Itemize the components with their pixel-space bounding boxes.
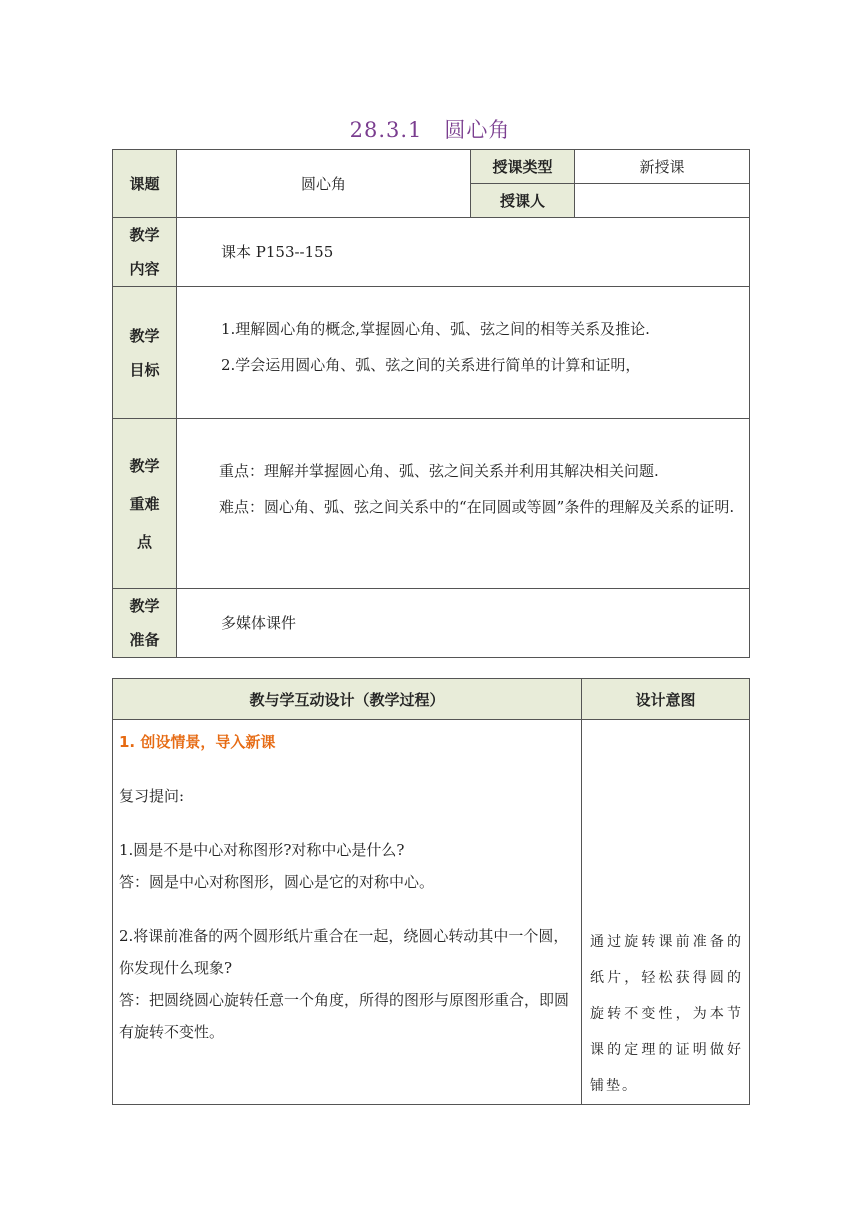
answer-1: 答：圆是中心对称图形，圆心是它的对称中心。 <box>119 873 435 891</box>
key-label-line-2: 重难 <box>129 494 160 513</box>
content-label-line-2: 内容 <box>129 260 160 278</box>
lesson-type-value: 新授课 <box>575 150 750 184</box>
teacher-label: 授课人 <box>471 184 575 218</box>
question-1: 1.圆是不是中心对称图形?对称中心是什么? <box>119 841 405 859</box>
key-difficult-label <box>113 419 177 589</box>
process-header: 教与学互动设计（教学过程） <box>113 679 582 720</box>
prep-label <box>113 589 177 658</box>
page-title: 28.3.1 圆心角 <box>349 118 511 142</box>
goal-content <box>177 287 750 419</box>
goal-item-2: 2.学会运用圆心角、弧、弦之间的关系进行简单的计算和证明， <box>221 356 641 374</box>
answer-2: 答：把圆绕圆心旋转任意一个角度，所得的图形与原图形重合，即圆有旋转不变性。 <box>119 991 570 1041</box>
key-difficult-content <box>177 419 750 589</box>
goal-item-1: 1.理解圆心角的概念,掌握圆心角、弧、弦之间的相等关系及推论. <box>221 320 650 338</box>
review-prompt: 复习提问: <box>119 787 185 805</box>
intent-header: 设计意图 <box>582 679 750 720</box>
difficult-point: 难点：圆心角、弧、弦之间关系中的“在同圆或等圆”条件的理解及关系的证明. <box>219 498 735 516</box>
lesson-type-label: 授课类型 <box>471 150 575 184</box>
goal-label-line-2: 目标 <box>129 360 160 379</box>
key-point: 重点：理解并掌握圆心角、弧、弦之间关系并利用其解决相关问题. <box>219 462 659 480</box>
prep-value: 多媒体课件 <box>177 589 750 658</box>
section-title: 1. 创设情景，导入新课 <box>119 733 276 751</box>
prep-label-line-1: 教学 <box>129 597 160 615</box>
goal-label-line-1: 教学 <box>129 326 160 345</box>
lesson-info-table <box>112 149 750 658</box>
prep-label-line-2: 准备 <box>129 631 160 649</box>
topic-value: 圆心角 <box>177 150 471 218</box>
question-2: 2.将课前准备的两个圆形纸片重合在一起，绕圆心转动其中一个圆，你发现什么现象? <box>119 927 569 977</box>
process-content <box>113 720 582 1105</box>
teacher-value <box>575 184 750 218</box>
design-intent: 通过旋转课前准备的纸片，轻松获得圆的旋转不变性，为本节课的定理的证明做好铺垫。 <box>582 720 750 1105</box>
content-label-line-1: 教学 <box>129 226 160 244</box>
topic-label: 课题 <box>113 150 177 218</box>
goal-label <box>113 287 177 419</box>
content-label <box>113 218 177 287</box>
key-label-line-1: 教学 <box>129 456 160 475</box>
content-value: 课本 P153--155 <box>177 218 750 287</box>
teaching-process-table <box>112 678 750 1105</box>
key-label-line-3: 点 <box>136 532 152 551</box>
